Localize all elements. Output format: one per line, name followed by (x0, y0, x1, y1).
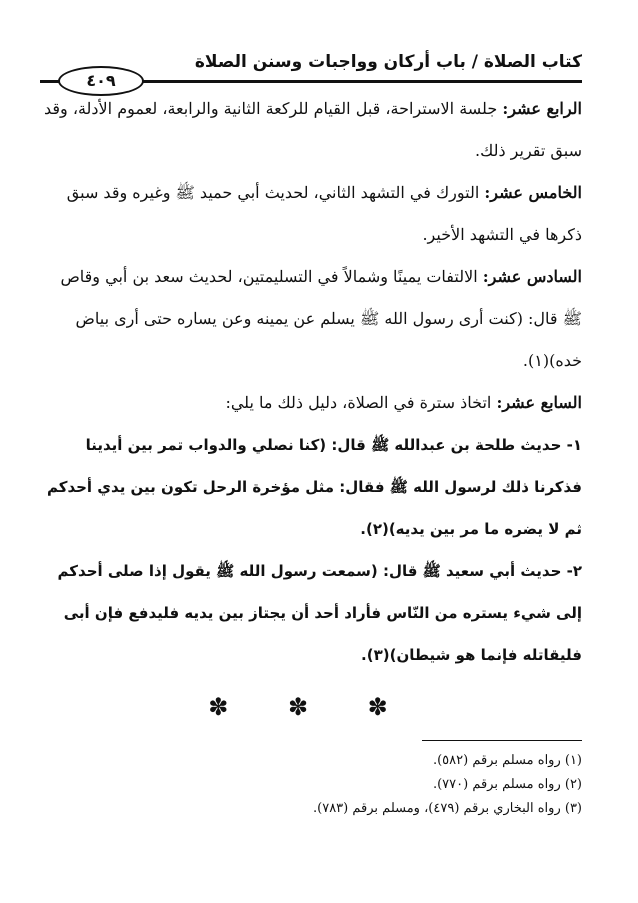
page-header (40, 46, 582, 90)
paragraph (40, 88, 582, 172)
paragraph (40, 172, 582, 256)
hadith-paragraph (40, 550, 582, 676)
paragraph (40, 382, 582, 424)
section-separator: ✽ ✽ ✽ (208, 693, 414, 721)
running-title: كتاب الصلاة / باب أركان وواجبات وسنن الصلاة (194, 52, 582, 72)
page-number: ٤٠٩ (58, 66, 144, 96)
paragraph-text: اتخاذ سترة في الصلاة، دليل ذلك ما يلي: (225, 393, 497, 412)
paragraph-text: الالتفات يمينًا وشمالاً في التسليمتين، لحديث سعد بن أبي وقاص ﷺ قال: (كنت أرى رسول الله ﷺ يسلم عن يمينه وعن يساره حتى أرى بياض خده)(١). (60, 267, 582, 370)
paragraph-lead: السادس عشر: (482, 267, 582, 286)
paragraph (40, 256, 582, 382)
footnote: (٣) رواه البخاري برقم (٤٧٩)، ومسلم برقم (٧٨٣). (313, 801, 582, 816)
paragraph-text: ١- حديث طلحة بن عبدالله ﷺ قال: (كنا نصلي والدواب تمر بين أيدينا فذكرنا ذلك لرسول الله ﷺ فقال: مثل مؤخرة الرحل تكون بين يدي أحدكم ثم لا يضره ما مر بين يديه)(٢). (46, 436, 582, 538)
paragraph-lead: الخامس عشر: (484, 183, 582, 202)
footnote-rule (422, 740, 582, 741)
footnotes (42, 740, 582, 821)
paragraph-lead: السابع عشر: (496, 393, 582, 412)
paragraph-text: ٢- حديث أبي سعيد ﷺ قال: (سمعت رسول الله ﷺ يقول إذا صلى أحدكم إلى شيء يستره من النّاس فأراد أحد أن يجتاز بين يديه فليدفع فإن أبى فليقاتله فإنما هو شيطان)(٣). (57, 562, 582, 664)
footnote: (١) رواه مسلم برقم (٥٨٢). (432, 753, 582, 768)
paragraph-text: التورك في التشهد الثاني، لحديث أبي حميد ﷺ وغيره وقد سبق ذكرها في التشهد الأخير. (66, 183, 582, 244)
footnote: (٢) رواه مسلم برقم (٧٧٠). (432, 777, 582, 792)
hadith-paragraph (40, 424, 582, 550)
paragraph-text: جلسة الاستراحة، قبل القيام للركعة الثانية والرابعة، لعموم الأدلة، وقد سبق تقرير ذلك. (43, 99, 582, 160)
paragraph-lead: الرابع عشر: (502, 99, 582, 118)
main-text (40, 88, 582, 728)
